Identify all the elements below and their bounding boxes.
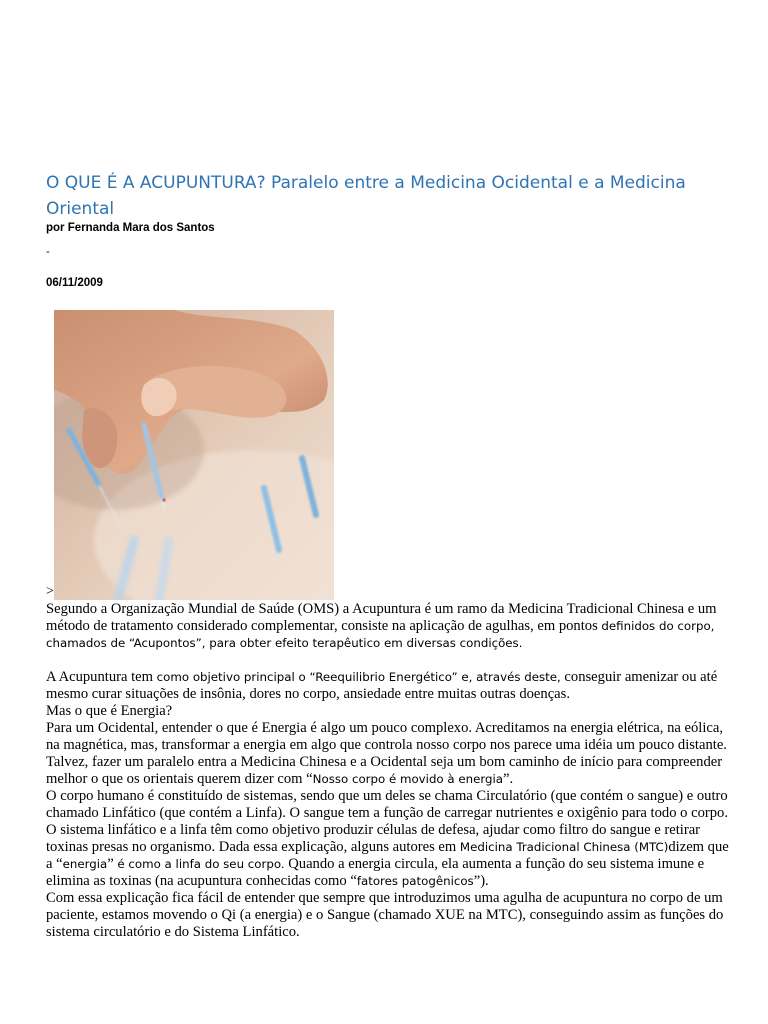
paragraph-text: Para um Ocidental, entender o que é Energia é algo um pouco complexo. Acreditamos na energia elétrica, na eólica, na magnética, mas, transformar a energia em algo que controla nosso corpo nos parece uma idéia um pouco distante. Talvez, fazer um paralelo entra a Medicina Chinesa e a Ocidental seja um bom caminho de início para compreender melhor o que os orientais querem dizer com “ [46,720,727,787]
paragraph-gap [46,652,736,669]
paragraph-sistemas [46,788,736,890]
paragraph-text: Segundo a Organização Mundial de Saúde (OMS) a Acupuntura é um ramo da Medicina Tradicional Chinesa e um método de tratamento considerado complementar, consiste na aplicação de agulhas, em pontos [46,601,717,634]
paragraph-text: ”. [503,771,514,787]
article-title: O QUE É A ACUPUNTURA? Paralelo entre a Medicina Ocidental e a Medicina Oriental [46,173,686,219]
paragraph-text: ”). [473,873,489,889]
separator-dash: - [46,246,50,258]
paragraph-text: é como a linfa do seu corpo. [117,857,285,871]
paragraph-question: Mas o que é Energia? [46,703,173,719]
paragraph-text: definidos do corpo, chamados de “Acupontos”, para obter efeito terapêutico em diversas condições. [46,619,715,650]
publish-date: 06/11/2009 [46,277,103,289]
paragraph-text: energia [62,857,108,871]
article-body [46,601,736,941]
paragraph-text: fatores patogênicos [356,874,474,888]
paragraph-text: A Acupuntura tem [46,669,157,685]
paragraph-text: Medicina Tradicional Chinesa (MTC) [459,840,669,854]
paragraph-oms [46,601,736,652]
inline-marker: > [46,584,54,599]
paragraph-objetivo [46,669,736,703]
author-byline: por Fernanda Mara dos Santos [46,222,215,234]
paragraph-text: dizem que a “ [46,839,729,872]
paragraph-text: Nosso corpo é movido à energia [312,772,504,786]
paragraph-ocidental [46,720,736,788]
paragraph-text: ” [107,856,118,872]
paragraph-text: O corpo humano é constituído de sistemas, sendo que um deles se chama Circulatório (que contém o sangue) e outro chamado Linfático (que contém a Linfa). O sangue tem a função de carregar nutrientes e oxigênio para todo o corpo. O sistema linfático e a linfa têm como objetivo produzir células de defesa, ajudar como filtro do sangue e retirar toxinas presas no organismo. Dada essa explicação, alguns autores em [46,788,728,855]
paragraph-text: Quando a energia circula, ela aumenta a função do seu sistema imune e elimina as toxinas (na acupuntura conhecidas como “ [46,856,705,889]
paragraph-text: conseguir amenizar ou até mesmo curar situações de insônia, dores no corpo, ansiedade entre muitas outras doenças. [46,669,718,702]
paragraph-text: como objetivo principal o “Reequilibrio Energético” e, através deste, [156,670,561,684]
acupuncture-photo-drawing [54,310,334,600]
acupuncture-photo [54,310,334,600]
paragraph-conclusao: Com essa explicação fica fácil de entender que sempre que introduzimos uma agulha de acupuntura no corpo de um paciente, estamos movendo o Qi (a energia) e o Sangue (chamado XUE na MTC), conseguindo assim as funções do sistema circulatório e do Sistema Linfático. [46,890,724,940]
